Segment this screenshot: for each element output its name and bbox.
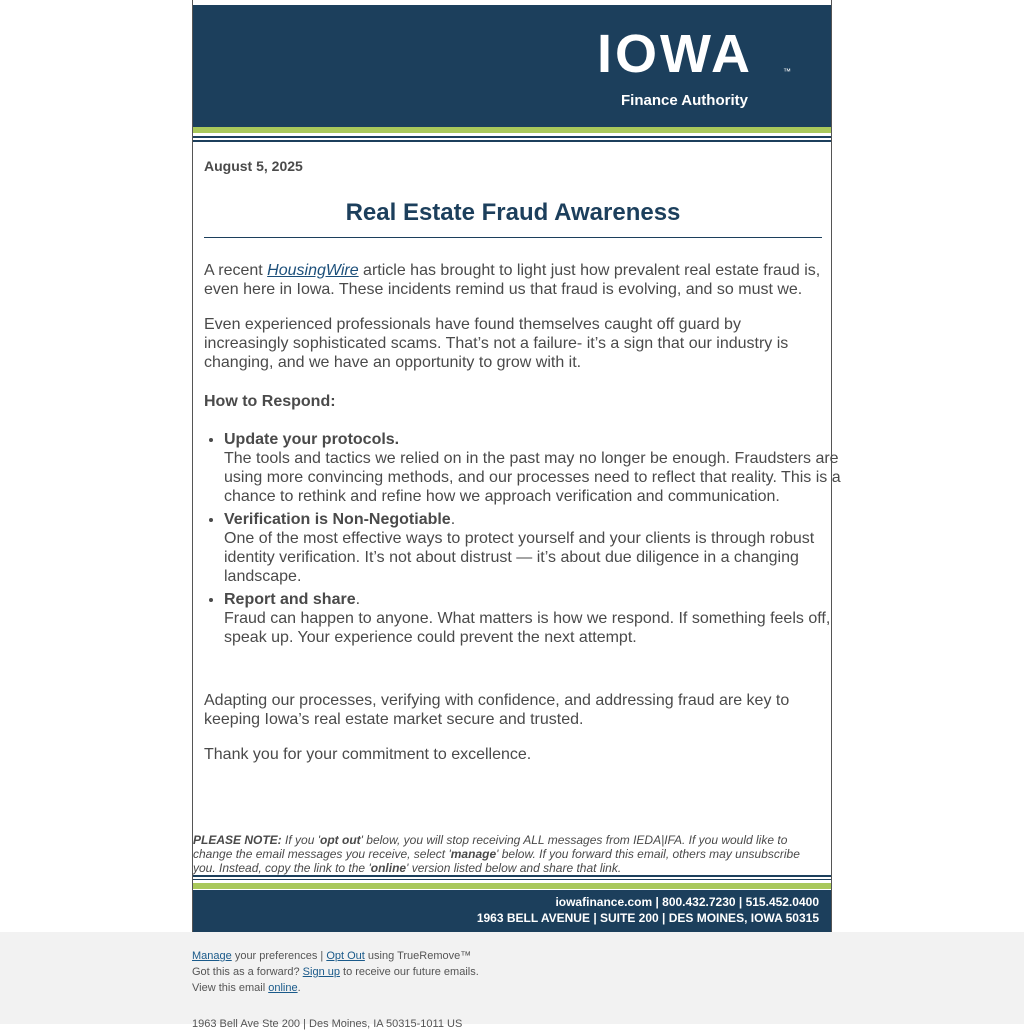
header-banner — [193, 5, 831, 127]
note-text-3: ' below. If you forward this email, others may unsubscribe you. Instead, copy the link to the ' — [193, 847, 800, 875]
footer-address: 1963 BELL AVENUE | SUITE 200 | DES MOINES, IOWA 50315 — [476, 911, 819, 925]
list-item — [224, 430, 844, 506]
list-item — [224, 510, 844, 586]
note-text-2: ' below, you will stop receiving ALL messages from IEDA|IFA. If you would like to change the email messages you receive, select ' — [193, 833, 788, 861]
response-list — [204, 430, 844, 651]
note-opt-out: opt out — [320, 833, 361, 847]
trueremove-text: using TrueRemove™ — [364, 950, 472, 962]
note-manage: manage — [450, 847, 497, 861]
email-body — [192, 0, 841, 932]
list-item — [224, 590, 844, 647]
forward-text: Got this as a forward? — [192, 966, 303, 978]
logo-trademark: ™ — [783, 67, 791, 76]
note-text-4: ' version listed below and share that link. — [406, 861, 622, 875]
header-navy-rule — [193, 136, 831, 138]
sender-address: 1963 Bell Ave Ste 200 | Des Moines, IA 50315-1011 US — [192, 1018, 463, 1030]
housingwire-link[interactable]: HousingWire — [267, 262, 359, 279]
bullet-heading: Verification is Non-Negotiable — [224, 511, 451, 528]
header-green-stripe — [193, 127, 831, 133]
note-label: PLEASE NOTE: — [193, 833, 282, 847]
view-text: View this email — [192, 982, 269, 994]
sign-up-text: to receive our future emails. — [339, 966, 479, 978]
preferences-text: your preferences | — [231, 950, 327, 962]
paragraph-context: Even experienced professionals have found themselves caught off guard by increasingly sophisticated scams. That’s not a failure- it’s a sign that our industry is changing, and we have an opportunity to grow with it. — [204, 316, 789, 371]
title-divider — [204, 237, 822, 238]
bullet-heading-tail: . — [355, 591, 361, 608]
subscription-footer — [0, 932, 1024, 1030]
issue-date: August 5, 2025 — [204, 158, 303, 174]
bullet-heading: Update your protocols. — [224, 431, 400, 448]
iowa-logo: IOWA — [597, 24, 753, 84]
view-end: . — [297, 982, 301, 994]
paragraph-closing: Adapting our processes, verifying with confidence, and addressing fraud are key to keeping Iowa’s real estate market secure and trusted. — [204, 692, 790, 728]
online-link[interactable]: online — [268, 982, 298, 994]
logo-subtitle: Finance Authority — [621, 92, 748, 109]
footer-navy-rule — [193, 875, 831, 877]
opt-out-link[interactable]: Opt Out — [326, 950, 365, 962]
bullet-text: Fraud can happen to anyone. What matters is how we respond. If something feels off, speak up. Your experience could prevent the next attempt. — [224, 610, 831, 646]
footer-contact: iowafinance.com | 800.432.7230 | 515.452.0400 — [555, 895, 819, 909]
paragraph-intro-rest: article has brought to light just how prevalent real estate fraud is, even here in Iowa. These incidents remind us that fraud is evolving, and so must we. — [204, 262, 821, 298]
footer-navy-rule-2 — [193, 879, 831, 880]
footer-green-stripe — [193, 883, 831, 889]
sign-up-link[interactable]: Sign up — [302, 966, 340, 978]
paragraph-intro-lead: A recent — [204, 262, 268, 279]
bullet-text: The tools and tactics we relied on in the past may no longer be enough. Fraudsters are using more convincing methods, and our processes need to reflect that reality. This is a chance to rethink and refine how we approach verification and communication. — [224, 450, 841, 505]
note-online: online — [370, 861, 407, 875]
forward-line — [192, 966, 479, 978]
bullet-heading: Report and share — [224, 591, 356, 608]
view-online-line — [192, 982, 301, 994]
preferences-line — [192, 950, 471, 962]
manage-link[interactable]: Manage — [192, 950, 232, 962]
article-title: Real Estate Fraud Awareness — [345, 199, 681, 226]
bullet-text: One of the most effective ways to protect yourself and your clients is through robust identity verification. It’s not about distrust — it’s about due diligence in a changing landscape. — [224, 530, 815, 585]
footer-banner — [193, 890, 831, 932]
header-navy-rule-2 — [193, 140, 831, 142]
respond-heading: How to Respond: — [204, 393, 336, 410]
paragraph-thanks: Thank you for your commitment to excellence. — [204, 746, 532, 763]
bullet-heading-tail: . — [450, 511, 456, 528]
paragraph-intro — [204, 261, 824, 299]
unsubscribe-note — [193, 833, 823, 875]
note-text-1: If you ' — [281, 833, 320, 847]
